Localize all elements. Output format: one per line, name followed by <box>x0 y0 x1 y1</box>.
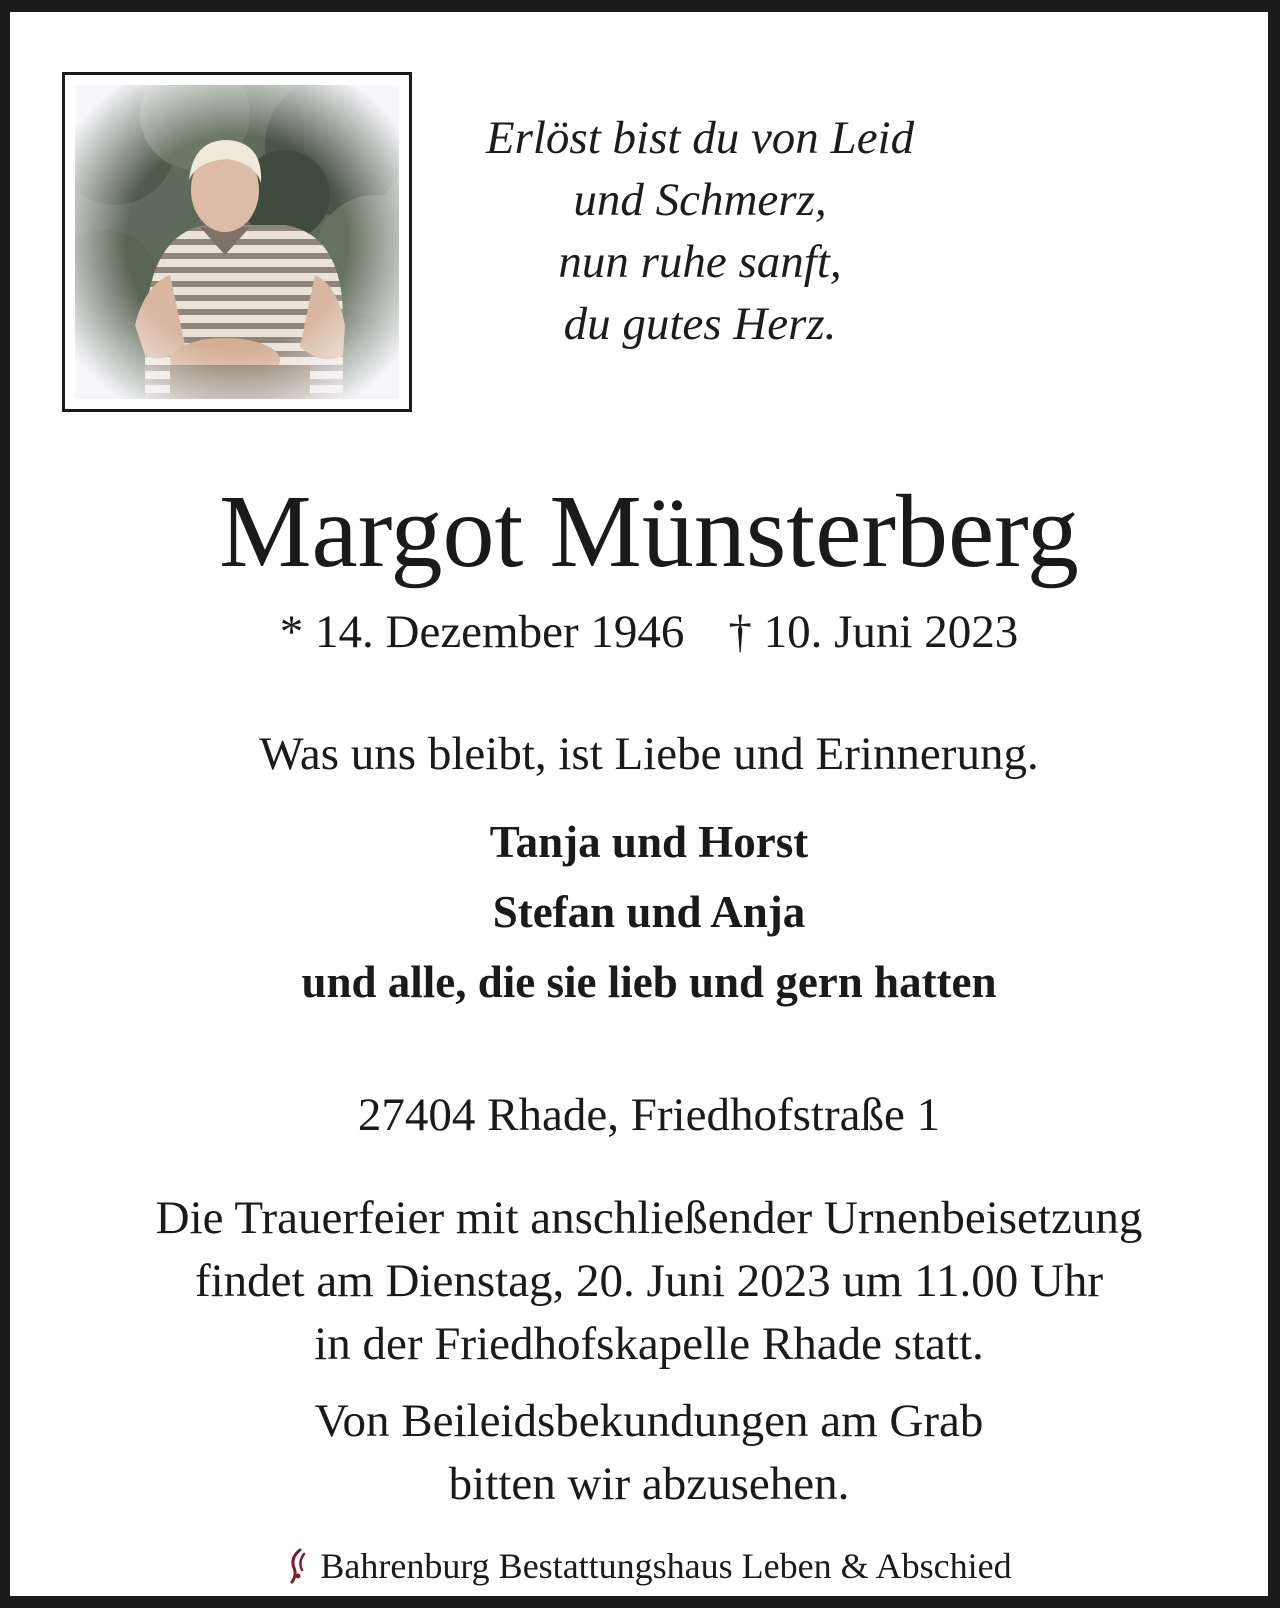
mourner-line: Tanja und Horst <box>489 817 809 867</box>
poem-line: Erlöst bist du von Leid <box>485 112 915 164</box>
life-dates <box>20 602 1278 662</box>
mourner-line: Stefan und Anja <box>492 887 806 937</box>
address: 27404 Rhade, Friedhofstraße 1 <box>357 1089 941 1141</box>
poem <box>410 107 990 355</box>
service-line: Die Trauerfeier mit anschließender Urnenbeisetzung <box>155 1192 1143 1244</box>
mourner-line: und alle, die sie lieb und gern hatten <box>301 957 997 1007</box>
poem-line: nun ruhe sanft, <box>558 236 842 288</box>
funeral-home-name: Bahrenburg Bestattungshaus Leben & Abschied <box>320 1546 1012 1586</box>
funeral-home-footer <box>20 1542 1278 1596</box>
bahrenburg-logo-icon <box>286 1548 310 1596</box>
condolence-line: Von Beileidsbekundungen am Grab <box>314 1395 984 1447</box>
condolence-line: bitten wir abzusehen. <box>448 1458 850 1510</box>
service-line: findet am Dienstag, 20. Juni 2023 um 11.00 Uhr <box>194 1255 1104 1307</box>
portrait-photo <box>75 85 399 399</box>
condolence-note <box>20 1390 1278 1516</box>
portrait-photo-frame <box>62 72 412 412</box>
mourners <box>20 807 1278 1017</box>
service-line: in der Friedhofskapelle Rhade statt. <box>314 1318 984 1370</box>
poem-line: du gutes Herz. <box>563 298 837 350</box>
death-date: † 10. Juni 2023 <box>728 606 1019 658</box>
service-info <box>20 1187 1278 1376</box>
birth-date: * 14. Dezember 1946 <box>279 606 685 658</box>
poem-line: und Schmerz, <box>573 174 827 226</box>
memorial-quote: Was uns bleibt, ist Liebe und Erinnerung. <box>259 728 1039 780</box>
deceased-name: Margot Münsterberg <box>219 474 1079 589</box>
